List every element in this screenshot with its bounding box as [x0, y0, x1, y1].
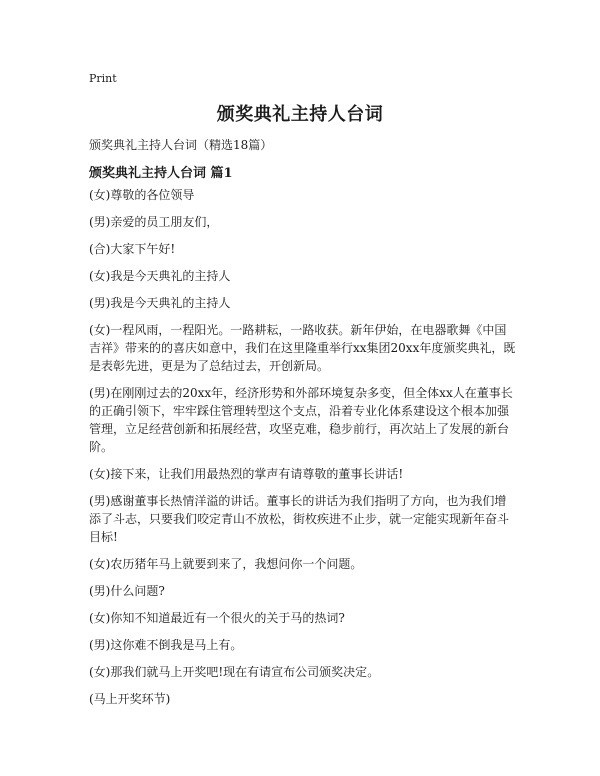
- paragraph: (男)我是今天典礼的主持人: [89, 296, 231, 310]
- paragraph: (男)什么问题?: [89, 584, 165, 598]
- page-subtitle: 颁奖典礼主持人台词（精选18篇）: [89, 138, 273, 152]
- print-label: Print: [89, 72, 117, 85]
- paragraph: (男)感谢董事长热情洋溢的讲话。董事长的讲话为我们指明了方向，也为我们增添了斗志，只要我们咬定青山不放松，街枚疾进不止步，就一定能实现新年奋斗目标!: [89, 494, 510, 544]
- page-title: 颁奖典礼主持人台词: [216, 104, 384, 125]
- paragraph: (马上开奖环节): [89, 692, 171, 706]
- paragraph: (女)我是今天典礼的主持人: [89, 269, 231, 283]
- paragraph: (合)大家下午好!: [89, 242, 176, 256]
- paragraph: (女)农历猪年马上就要到来了，我想问你一个问题。: [89, 557, 363, 571]
- paragraph: (女)你知不知道最近有一个很火的关于马的热词?: [89, 611, 345, 625]
- body-text: [89, 186, 517, 717]
- paragraph: (女)那我们就马上开奖吧!现在有请宣布公司颁奖决定。: [89, 665, 380, 679]
- paragraph: (男)亲爱的员工朋友们，: [89, 215, 219, 229]
- paragraph: (女)一程风雨，一程阳光。一路耕耘，一路收获。新年伊始，在电器歌舞《中国吉祥》带来的的喜庆如意中，我们在这里隆重举行xx集团20xx年度颁奖典礼，既是表彰先进，更是为了总结过去，开创新局。: [89, 323, 516, 373]
- paragraph: (男)在刚刚过去的20xx年，经济形势和外部环境复杂多变，但全体xx人在董事长的正确引领下，牢牢踩住管理转型这个支点，沿着专业化体系建设这个根本加强管理，立足经营创新和拓展经营，攻坚克难，稳步前行，再次站上了发展的新台阶。: [89, 386, 513, 454]
- paragraph: (男)这你难不倒我是马上有。: [89, 638, 243, 652]
- paragraph: (女)接下来，让我们用最热烈的掌声有请尊敬的董事长讲话!: [89, 467, 404, 481]
- section-heading: 颁奖典礼主持人台词 篇1: [89, 166, 233, 181]
- paragraph: (女)尊敬的各位领导: [89, 188, 195, 202]
